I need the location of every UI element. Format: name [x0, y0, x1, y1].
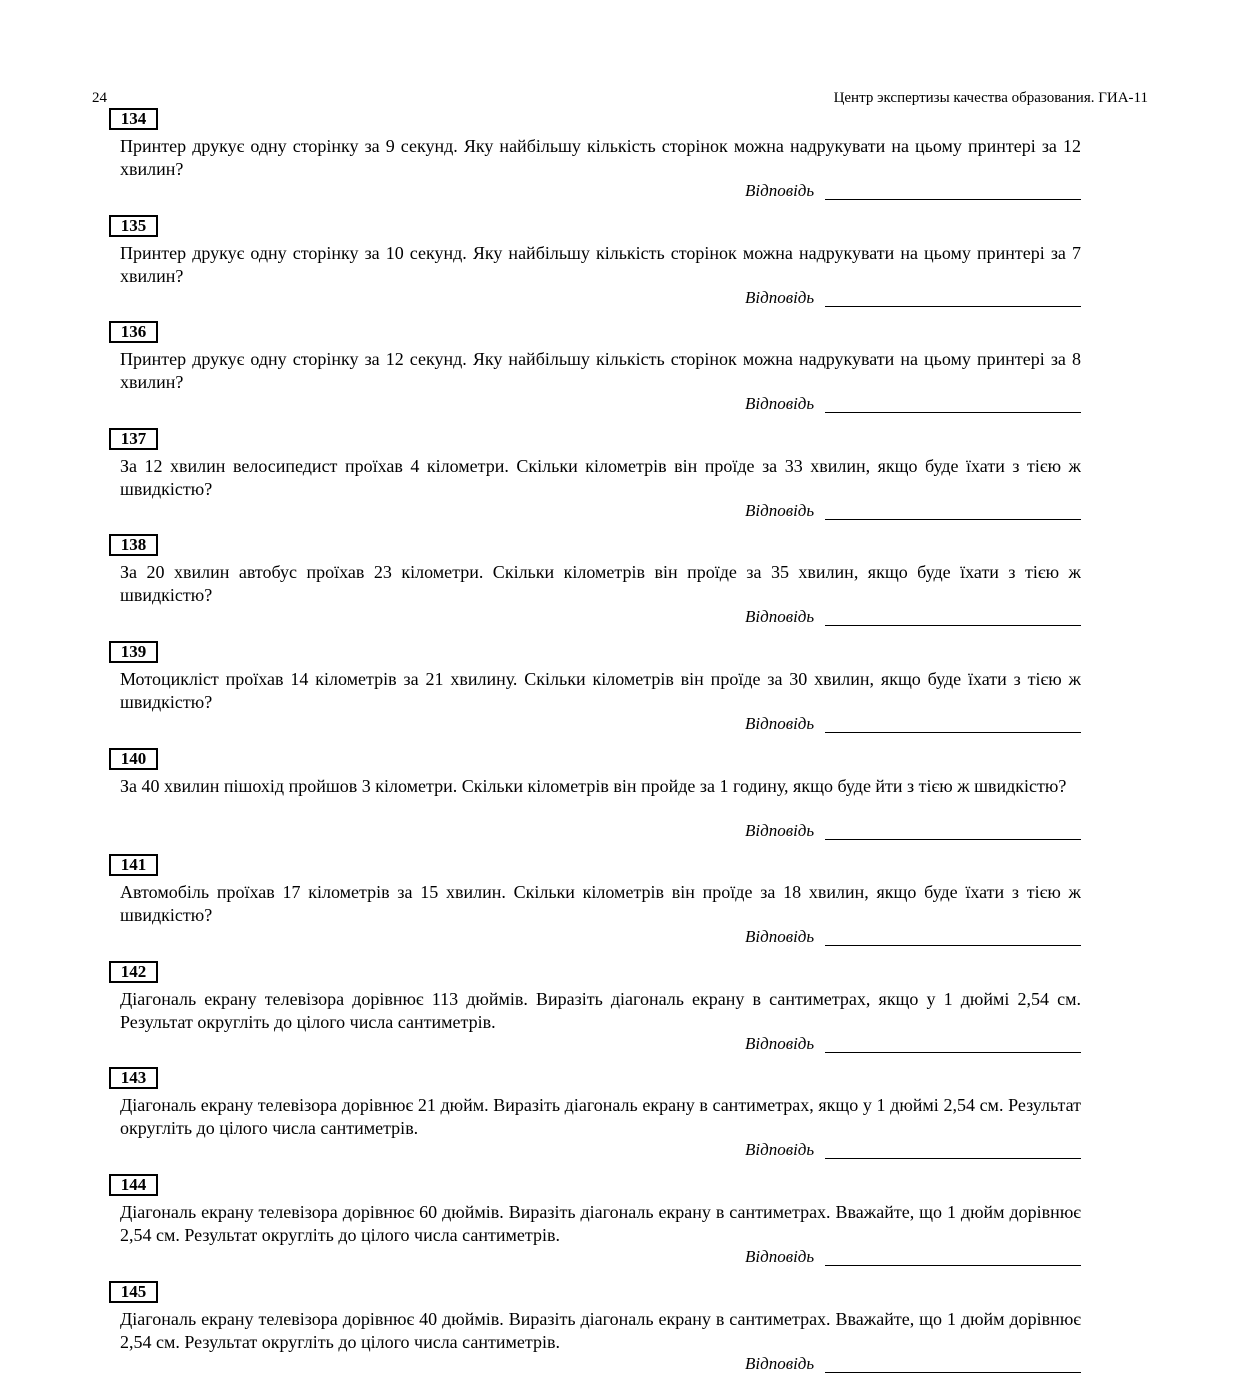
answer-label: Відповідь — [745, 713, 815, 733]
answer-field[interactable] — [745, 713, 1081, 735]
problem-item — [0, 1281, 1241, 1387]
problem-text: Мотоцикліст проїхав 14 кілометрів за 21 хвилину. Скільки кілометрів він проїде за 30 хвилин, якщо буде їхати з тією ж швидкістю? — [120, 668, 1081, 712]
answer-field[interactable] — [745, 393, 1081, 415]
problem-number: 135 — [109, 215, 158, 237]
answer-line[interactable] — [825, 839, 1081, 840]
problem-number: 137 — [109, 428, 158, 450]
answer-line[interactable] — [825, 306, 1081, 307]
problem-text: Діагональ екрану телевізора дорівнює 60 дюймів. Виразіть діагональ екрану в сантиметрах. Вважайте, що 1 дюйм дорівнює 2,54 см. Результат округліть до цілого числа сантиметрів. — [120, 1201, 1081, 1245]
answer-field[interactable] — [745, 500, 1081, 522]
answer-label: Відповідь — [745, 394, 815, 414]
answer-field[interactable] — [745, 180, 1081, 202]
answer-label: Відповідь — [745, 1353, 815, 1373]
problem-number: 145 — [109, 1281, 158, 1303]
problem-text: За 12 хвилин велосипедист проїхав 4 кілометри. Скільки кілометрів він проїде за 33 хвилин, якщо буде їхати з тією ж швидкістю? — [120, 455, 1081, 499]
answer-label: Відповідь — [745, 287, 815, 307]
answer-line[interactable] — [825, 519, 1081, 520]
answer-field[interactable] — [745, 1139, 1081, 1161]
problem-text: Діагональ екрану телевізора дорівнює 40 дюймів. Виразіть діагональ екрану в сантиметрах. Вважайте, що 1 дюйм дорівнює 2,54 см. Результат округліть до цілого числа сантиметрів. — [120, 1308, 1081, 1352]
answer-field[interactable] — [745, 1353, 1081, 1375]
answer-line[interactable] — [825, 1158, 1081, 1159]
answer-label: Відповідь — [745, 607, 815, 627]
problem-text: За 40 хвилин пішохід пройшов 3 кілометри. Скільки кілометрів він пройде за 1 годину, якщо буде йти з тією ж швидкістю? — [120, 775, 1067, 796]
answer-label: Відповідь — [745, 927, 815, 947]
problem-text: Принтер друкує одну сторінку за 12 секунд. Яку найбільшу кількість сторінок можна надрукувати на цьому принтері за 8 хвилин? — [120, 349, 1081, 393]
problem-item — [0, 108, 1241, 215]
answer-line[interactable] — [825, 732, 1081, 733]
answer-field[interactable] — [745, 926, 1081, 948]
problem-item — [0, 1174, 1241, 1281]
problem-number: 134 — [109, 108, 158, 130]
problem-item — [0, 1067, 1241, 1174]
header-title: Центр экспертизы качества образования. ГИА-11 — [833, 90, 1148, 106]
answer-line[interactable] — [825, 1372, 1081, 1373]
problem-number: 143 — [109, 1067, 158, 1089]
answer-field[interactable] — [745, 287, 1081, 309]
answer-field[interactable] — [745, 1246, 1081, 1268]
problem-item — [0, 748, 1241, 855]
problem-number: 139 — [109, 641, 158, 663]
answer-label: Відповідь — [745, 181, 815, 200]
answer-label: Відповідь — [745, 1246, 815, 1266]
problem-number: 144 — [109, 1174, 158, 1196]
answer-label: Відповідь — [745, 1033, 815, 1053]
problem-item — [0, 428, 1241, 535]
problem-text: Принтер друкує одну сторінку за 10 секунд. Яку найбільшу кількість сторінок можна надрукувати на цьому принтері за 7 хвилин? — [120, 242, 1081, 286]
answer-field[interactable] — [745, 820, 1081, 842]
answer-field[interactable] — [745, 1033, 1081, 1055]
problem-item — [0, 641, 1241, 748]
problem-number: 140 — [109, 748, 158, 770]
problem-text: Діагональ екрану телевізора дорівнює 21 дюйм. Виразіть діагональ екрану в сантиметрах, якщо у 1 дюймі 2,54 см. Результат округліть до цілого числа сантиметрів. — [120, 1095, 1081, 1139]
problem-text: Принтер друкує одну сторінку за 9 секунд. Яку найбільшу кількість сторінок можна надрукувати на цьому принтері за 12 хвилин? — [120, 136, 1081, 179]
answer-line[interactable] — [825, 1052, 1081, 1053]
problem-text: Діагональ екрану телевізора дорівнює 113 дюймів. Виразіть діагональ екрану в сантиметрах, якщо у 1 дюймі 2,54 см. Результат округліть до цілого числа сантиметрів. — [120, 988, 1081, 1032]
page-number: 24 — [92, 90, 107, 106]
problem-item — [0, 215, 1241, 322]
problem-number: 141 — [109, 854, 158, 876]
problem-text: Автомобіль проїхав 17 кілометрів за 15 хвилин. Скільки кілометрів він проїде за 18 хвилин, якщо буде їхати з тією ж швидкістю? — [120, 882, 1081, 926]
problem-number: 138 — [109, 534, 158, 556]
answer-line[interactable] — [825, 1265, 1081, 1266]
answer-line[interactable] — [825, 625, 1081, 626]
answer-field[interactable] — [745, 606, 1081, 628]
answer-line[interactable] — [825, 412, 1081, 413]
problem-text: За 20 хвилин автобус проїхав 23 кілометри. Скільки кілометрів він проїде за 35 хвилин, якщо буде їхати з тією ж швидкістю? — [120, 562, 1081, 606]
answer-line[interactable] — [825, 945, 1081, 946]
answer-label: Відповідь — [745, 1140, 815, 1160]
answer-label: Відповідь — [745, 820, 815, 840]
problem-number: 136 — [109, 321, 158, 343]
problem-number: 142 — [109, 961, 158, 983]
problem-list — [0, 108, 1241, 1387]
problem-item — [0, 854, 1241, 961]
problem-item — [0, 534, 1241, 641]
problem-item — [0, 961, 1241, 1068]
problem-item — [0, 321, 1241, 428]
answer-label: Відповідь — [745, 500, 815, 520]
answer-line[interactable] — [825, 199, 1081, 200]
